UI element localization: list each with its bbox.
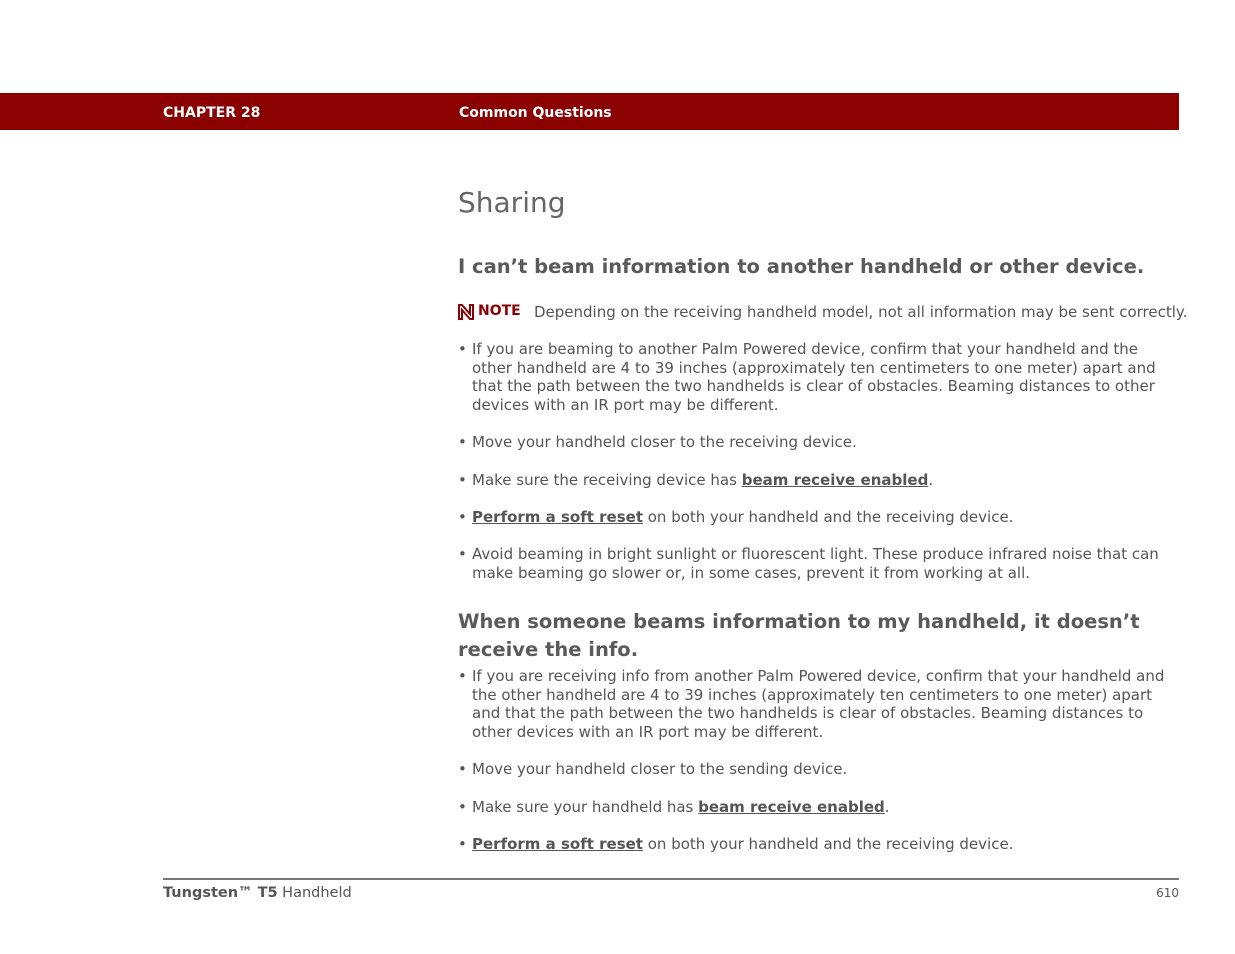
list-item xyxy=(458,471,1178,490)
cross-reference-link[interactable]: Perform a soft reset xyxy=(472,507,643,526)
list-item xyxy=(458,667,1178,742)
list-item-text: Make sure the receiving device has xyxy=(472,470,742,489)
list-item-text: If you are beaming to another Palm Powered device, confirm that your handheld and the other handheld are 4 to 39 inches (approximately ten centimeters to one meter) apart and that the path between the two handhelds is clear of obstacles. Beaming distances to other devices with an IR port may be different. xyxy=(472,340,1156,415)
list-item-text: If you are receiving info from another Palm Powered device, confirm that your handheld and the other handheld are 4 to 39 inches (approximately ten centimeters to one meter) apart and that the path between the two handhelds is clear of obstacles. Beaming distances to other devices with an IR port may be different. xyxy=(472,667,1165,742)
list-item-text: . xyxy=(928,470,934,489)
chapter-title: Common Questions xyxy=(459,105,612,121)
receive-troubleshooting-list xyxy=(458,667,1178,872)
page-number: 610 xyxy=(1156,886,1179,900)
question-heading-receive: When someone beams information to my handheld, it doesn’t receive the info. xyxy=(458,610,1140,661)
list-item-text: Avoid beaming in bright sunlight or fluorescent light. These produce infrared noise that can make beaming go slower or, in some cases, prevent it from working at all. xyxy=(472,544,1159,582)
note-text: Depending on the receiving handheld model, not all information may be sent correctly. xyxy=(534,303,1188,321)
question-heading-beam: I can’t beam information to another handheld or other device. xyxy=(458,255,1145,278)
beam-troubleshooting-list xyxy=(458,340,1178,601)
chapter-label: CHAPTER 28 xyxy=(163,105,261,121)
list-item-text: . xyxy=(884,797,890,816)
list-item xyxy=(458,760,1178,779)
footer-product-name xyxy=(163,884,352,902)
list-item-text: on both your handheld and the receiving device. xyxy=(642,507,1014,526)
footer-product-type: Handheld xyxy=(277,885,352,901)
palm-note-icon xyxy=(458,304,474,320)
list-item xyxy=(458,508,1178,527)
list-item-text: Move your handheld closer to the receiving device. xyxy=(472,433,857,452)
cross-reference-link[interactable]: beam receive enabled xyxy=(698,797,885,816)
list-item xyxy=(458,340,1178,415)
list-item xyxy=(458,433,1178,452)
list-item-text: Make sure your handheld has xyxy=(472,797,699,816)
cross-reference-link[interactable]: beam receive enabled xyxy=(741,470,929,489)
section-title: Sharing xyxy=(458,186,566,219)
note-label: NOTE xyxy=(478,303,521,319)
list-item xyxy=(458,545,1178,582)
footer-brand: Tungsten™ T5 xyxy=(163,885,278,901)
list-item-text: Move your handheld closer to the sending device. xyxy=(472,760,848,779)
list-item xyxy=(458,798,1178,817)
list-item-text: on both your handheld and the receiving device. xyxy=(642,834,1014,853)
cross-reference-link[interactable]: Perform a soft reset xyxy=(472,834,643,853)
list-item xyxy=(458,835,1178,854)
footer-rule xyxy=(163,878,1179,880)
